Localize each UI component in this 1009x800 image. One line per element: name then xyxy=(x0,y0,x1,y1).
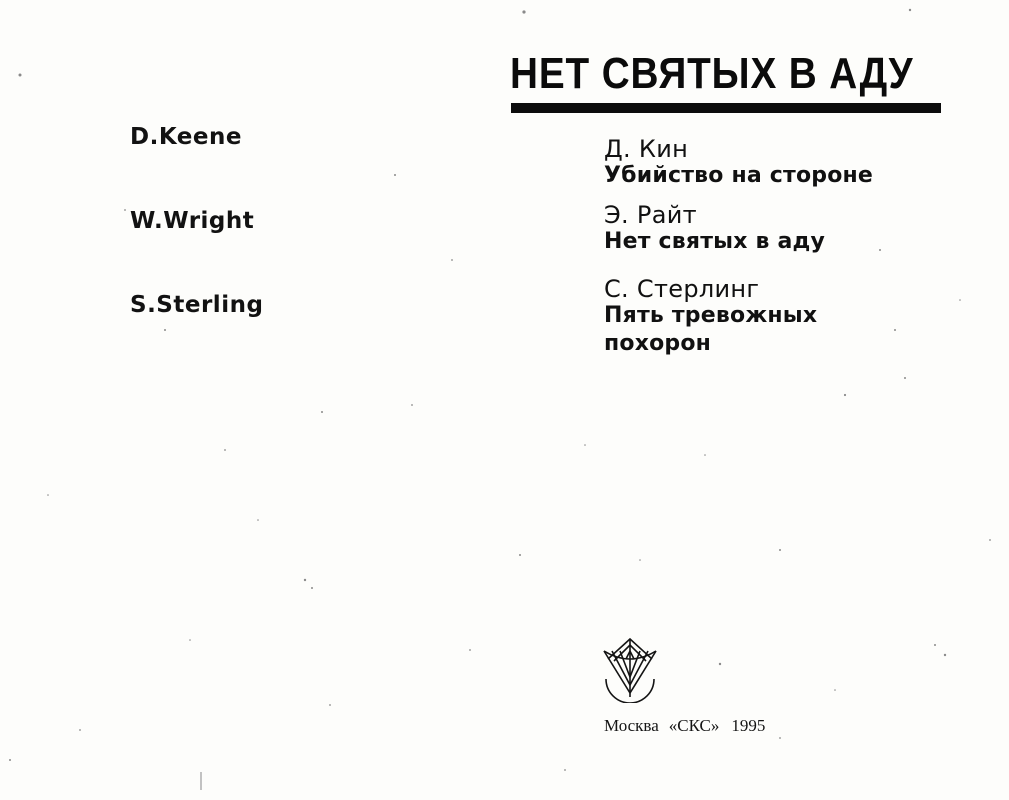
imprint xyxy=(604,716,765,736)
original-author-name: W.Wright xyxy=(130,208,255,234)
entry-author: Д. Кин xyxy=(604,135,689,163)
imprint-publisher: «СКС» xyxy=(668,716,720,735)
original-author-name: D.Keene xyxy=(130,124,242,150)
book-title: НЕТ СВЯТЫХ В АДУ xyxy=(510,49,914,98)
publisher-emblem-icon xyxy=(600,637,660,703)
original-author-name: S.Sterling xyxy=(130,292,264,318)
contents-entry xyxy=(604,136,873,190)
imprint-city: Москва xyxy=(604,716,659,735)
entry-work-title: Нет святых в аду xyxy=(604,229,826,254)
entry-work-title: Убийство на стороне xyxy=(604,163,874,188)
entry-work-title: Пять тревожных похорон xyxy=(604,303,818,356)
contents-entry xyxy=(604,202,825,256)
title-rule xyxy=(511,103,941,113)
imprint-year: 1995 xyxy=(731,716,766,735)
contents-entry xyxy=(604,276,844,358)
entry-author: Э. Райт xyxy=(604,201,697,229)
entry-author: С. Стерлинг xyxy=(604,275,760,303)
